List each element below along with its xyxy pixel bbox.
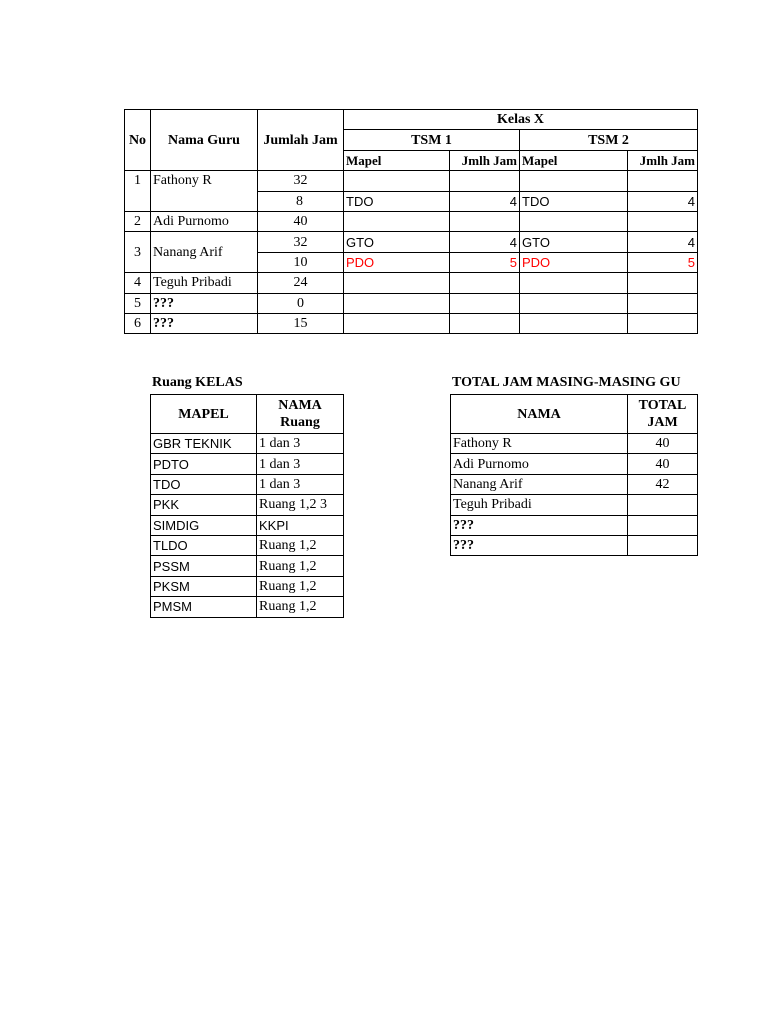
- cell-nama: Fathony R: [451, 434, 628, 454]
- table-row: [151, 556, 344, 576]
- header-jmlh-jam-tsm1: Jmlh Jam: [450, 150, 520, 170]
- cell-jam-tsm2: 4: [628, 232, 698, 252]
- cell-mapel-tsm2: [520, 171, 628, 191]
- cell-jam-tsm2: [628, 293, 698, 313]
- table-row: [125, 211, 698, 231]
- cell-mapel: PSSM: [151, 556, 257, 576]
- header-jmlh-jam-tsm2: Jmlh Jam: [628, 150, 698, 170]
- table-row: [151, 434, 344, 454]
- cell-jam-tsm1: [450, 211, 520, 231]
- cell-jam-tsm1: [450, 273, 520, 293]
- cell-jam-tsm1: [450, 171, 520, 191]
- table-row: [151, 576, 344, 596]
- cell-jam: 15: [258, 313, 344, 333]
- header-jumlah-jam: Jumlah Jam: [258, 110, 344, 171]
- cell-jam: 0: [258, 293, 344, 313]
- cell-ruang: Ruang 1,2: [257, 576, 344, 596]
- header-nama: NAMA: [278, 398, 322, 413]
- cell-mapel: SIMDIG: [151, 515, 257, 535]
- cell-jam-tsm2: 4: [628, 191, 698, 211]
- table-row: [125, 232, 698, 252]
- cell-mapel-tsm1: [344, 273, 450, 293]
- table-row: [451, 535, 698, 555]
- cell-mapel: PDTO: [151, 454, 257, 474]
- cell-jam-tsm2: [628, 313, 698, 333]
- cell-ruang: KKPI: [257, 515, 344, 535]
- cell-nama: Teguh Pribadi: [151, 273, 258, 293]
- header-nama-guru: Nama Guru: [151, 110, 258, 171]
- cell-jam-tsm1: [450, 313, 520, 333]
- cell-jam: 32: [258, 232, 344, 252]
- table-row: [151, 495, 344, 515]
- cell-jam: 8: [258, 191, 344, 211]
- cell-no: 1: [125, 171, 151, 212]
- cell-nama: ???: [451, 535, 628, 555]
- cell-mapel-tsm1: [344, 211, 450, 231]
- cell-ruang: 1 dan 3: [257, 434, 344, 454]
- cell-mapel: TDO: [151, 474, 257, 494]
- header-no: No: [125, 110, 151, 171]
- table-row: [125, 171, 698, 191]
- cell-jam-tsm1: [450, 293, 520, 313]
- cell-mapel-tsm1: [344, 171, 450, 191]
- cell-nama: Adi Purnomo: [151, 211, 258, 231]
- header-total-jam: [628, 395, 698, 434]
- table-row: [125, 313, 698, 333]
- cell-mapel-tsm1: [344, 313, 450, 333]
- cell-total: 40: [628, 434, 698, 454]
- table-row: [151, 474, 344, 494]
- ruang-kelas-title: Ruang KELAS: [152, 375, 243, 390]
- cell-total: 40: [628, 454, 698, 474]
- cell-jam-tsm1: 4: [450, 191, 520, 211]
- table-row: [151, 454, 344, 474]
- header-mapel-tsm1: Mapel: [344, 150, 450, 170]
- cell-ruang: 1 dan 3: [257, 474, 344, 494]
- cell-mapel: PMSM: [151, 597, 257, 617]
- cell-mapel: GBR TEKNIK: [151, 434, 257, 454]
- cell-jam-tsm1: 4: [450, 232, 520, 252]
- cell-nama: ???: [151, 293, 258, 313]
- total-jam-table: [450, 394, 698, 556]
- cell-jam-tsm2: [628, 273, 698, 293]
- cell-ruang: Ruang 1,2: [257, 535, 344, 555]
- cell-ruang: Ruang 1,2: [257, 597, 344, 617]
- header-total: TOTAL: [638, 398, 687, 413]
- cell-mapel-tsm1: PDO: [344, 252, 450, 272]
- cell-ruang: Ruang 1,2 3: [257, 495, 344, 515]
- table-row: [151, 515, 344, 535]
- cell-total: 42: [628, 474, 698, 494]
- header-nama-ruang: [257, 395, 344, 434]
- table-row: [451, 474, 698, 494]
- cell-jam: 10: [258, 252, 344, 272]
- cell-mapel-tsm2: [520, 273, 628, 293]
- cell-no: 2: [125, 211, 151, 231]
- table-row: [151, 535, 344, 555]
- cell-total: [628, 535, 698, 555]
- cell-jam: 32: [258, 171, 344, 191]
- cell-mapel-tsm2: [520, 313, 628, 333]
- cell-jam-tsm1: 5: [450, 252, 520, 272]
- header-mapel-tsm2: Mapel: [520, 150, 628, 170]
- cell-mapel-tsm2: [520, 293, 628, 313]
- cell-jam-tsm2: 5: [628, 252, 698, 272]
- cell-ruang: Ruang 1,2: [257, 556, 344, 576]
- cell-jam-tsm2: [628, 171, 698, 191]
- table-row: [451, 495, 698, 515]
- cell-nama: ???: [151, 313, 258, 333]
- cell-mapel-tsm2: [520, 211, 628, 231]
- cell-jam: 40: [258, 211, 344, 231]
- cell-no: 6: [125, 313, 151, 333]
- cell-mapel-tsm2: GTO: [520, 232, 628, 252]
- header-ruang: Ruang: [280, 415, 320, 430]
- cell-no: 3: [125, 232, 151, 273]
- cell-mapel: PKSM: [151, 576, 257, 596]
- header-nama: NAMA: [451, 395, 628, 434]
- teacher-schedule-table: [124, 109, 698, 334]
- cell-mapel-tsm2: TDO: [520, 191, 628, 211]
- cell-mapel: TLDO: [151, 535, 257, 555]
- table-row: [151, 597, 344, 617]
- table-row: [125, 273, 698, 293]
- cell-nama: Nanang Arif: [451, 474, 628, 494]
- table-row: [451, 434, 698, 454]
- cell-total: [628, 515, 698, 535]
- header-kelas: Kelas X: [344, 110, 698, 130]
- table-row: [125, 293, 698, 313]
- header-mapel: MAPEL: [151, 395, 257, 434]
- cell-nama: Teguh Pribadi: [451, 495, 628, 515]
- cell-no: 4: [125, 273, 151, 293]
- cell-nama: Nanang Arif: [151, 232, 258, 273]
- cell-jam-tsm2: [628, 211, 698, 231]
- cell-mapel-tsm1: GTO: [344, 232, 450, 252]
- cell-mapel: PKK: [151, 495, 257, 515]
- cell-nama: ???: [451, 515, 628, 535]
- header-tsm2: TSM 2: [520, 130, 698, 150]
- cell-total: [628, 495, 698, 515]
- table-row: [451, 454, 698, 474]
- cell-no: 5: [125, 293, 151, 313]
- header-tsm1: TSM 1: [344, 130, 520, 150]
- cell-mapel-tsm1: [344, 293, 450, 313]
- cell-nama: Fathony R: [151, 171, 258, 212]
- cell-ruang: 1 dan 3: [257, 454, 344, 474]
- table-row: [451, 515, 698, 535]
- ruang-kelas-table: [150, 394, 344, 618]
- header-jam: JAM: [647, 415, 678, 430]
- total-jam-title: TOTAL JAM MASING-MASING GU: [452, 375, 681, 390]
- cell-jam: 24: [258, 273, 344, 293]
- cell-nama: Adi Purnomo: [451, 454, 628, 474]
- cell-mapel-tsm1: TDO: [344, 191, 450, 211]
- cell-mapel-tsm2: PDO: [520, 252, 628, 272]
